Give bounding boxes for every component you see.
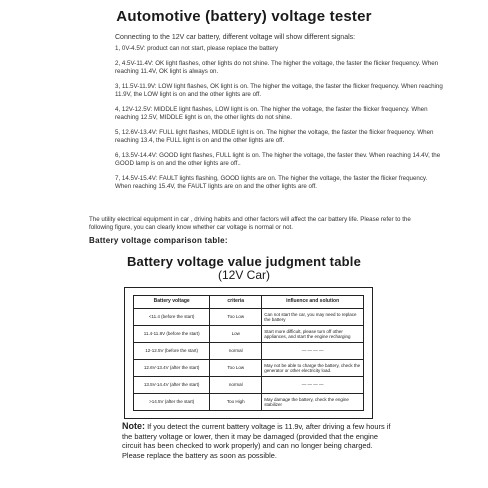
criteria-cell: Too Low [210,360,262,377]
note-label: Note: [122,421,145,431]
criteria-cell: Too High [210,394,262,411]
judgment-table-frame [124,287,373,419]
signal-item: 6, 13.5V-14.4V: GOOD light flashes, FULL light is on. The higher the voltage, the faster thev. When reaching 14.4V, the GOOD lamp is on and the other lights are off.. [115,152,441,167]
solution-cell: — — — — [262,343,364,360]
voltage-range-cell: >14.5V (after the start) [134,394,210,411]
judgment-table-title: Battery voltage value judgment table [126,254,362,269]
criteria-cell: Low [210,326,262,343]
voltage-range-cell: <11.4 (before the start) [134,309,210,326]
judgment-table-subtitle: (12V Car) [217,268,270,282]
table-row [134,326,364,343]
voltage-range-cell: 11.4-11.8V (before the start) [134,326,210,343]
table-header-row [134,296,364,309]
table-row [134,360,364,377]
judgment-table [133,295,364,411]
table-row [134,309,364,326]
note-text: If you detect the current battery voltage is 11.9v, after driving a few hours if the battery voltage or lower, then it may be damaged (provided that the engine circuit has been checked to work properly) and can no longer being charged. Please replace the battery as soon as possible. [122,422,391,460]
voltage-range-cell: 13.5V-14.4V (after the start) [134,377,210,394]
footer-note: The utility electrical equipment in car , driving habits and other factors will affect the car battery life. Please refer to the following figure, you can clearly know whether car voltage is normal or not. [89,216,411,231]
comparison-table-heading: Battery voltage comparison table: [89,236,228,245]
criteria-cell: normal [210,343,262,360]
header-battery-voltage: Battery voltage [134,296,210,309]
voltage-range-cell: 12-12.5V (before the start) [134,343,210,360]
signal-list [115,45,445,198]
intro-text: Connecting to the 12V car battery, different voltage will show different signals: [115,34,356,41]
solution-cell: Can not start the car, you may need to replace the battery [262,309,364,326]
header-influence-solution: influence and solution [262,296,364,309]
solution-cell: — — — — [262,377,364,394]
signal-item: 2, 4.5V-11.4V: OK light flashes, other lights do not shine. The higher the voltage, the faster the flicker frequency. When reaching 11.4V, OK light is always on. [115,60,439,75]
criteria-cell: Too Low [210,309,262,326]
table-row [134,394,364,411]
signal-item: 4, 12V-12.5V: MIDDLE light flashes, LOW light is on. The higher the voltage, the faster the flicker frequency. When reaching 12.5V, MIDDLE light is on, the other lights do not shine. [115,106,428,121]
table-row [134,343,364,360]
table-row [134,377,364,394]
signal-item: 1, 0V-4.5V: product can not start, please replace the battery [115,45,279,52]
solution-cell: Start more difficult, please turn off other appliances, and start the engine recharging [262,326,364,343]
criteria-cell: normal [210,377,262,394]
solution-cell: May not be able to charge the battery, check the generator or other electricity load. [262,360,364,377]
voltage-range-cell: 12.6V-13.4V (after the start) [134,360,210,377]
document-title: Automotive (battery) voltage tester [116,8,372,25]
signal-item: 5, 12.6V-13.4V: FULL light flashes, MIDDLE light is on. The higher the voltage, the faster the flicker frequency. When reaching 13.4, the FULL light is on and the other lights are off. [115,129,434,144]
note-paragraph [122,422,392,460]
header-criteria: criteria [210,296,262,309]
signal-item: 7, 14.5V-15.4V: FAULT lights flashing, GOOD lights are on. The higher the voltage, the faster the flicker frequency. When reaching 15.4V, the FAULT lights are on and the other lights are off. [115,175,428,190]
solution-cell: May damage the battery, check the engine stabilizer [262,394,364,411]
signal-item: 3, 11.5V-11.9V: LOW light flashes, OK light is on. The higher the voltage, the faster the flicker frequency. When reaching 11.9V, the LOW light is on and the other lights are off. [115,83,443,98]
